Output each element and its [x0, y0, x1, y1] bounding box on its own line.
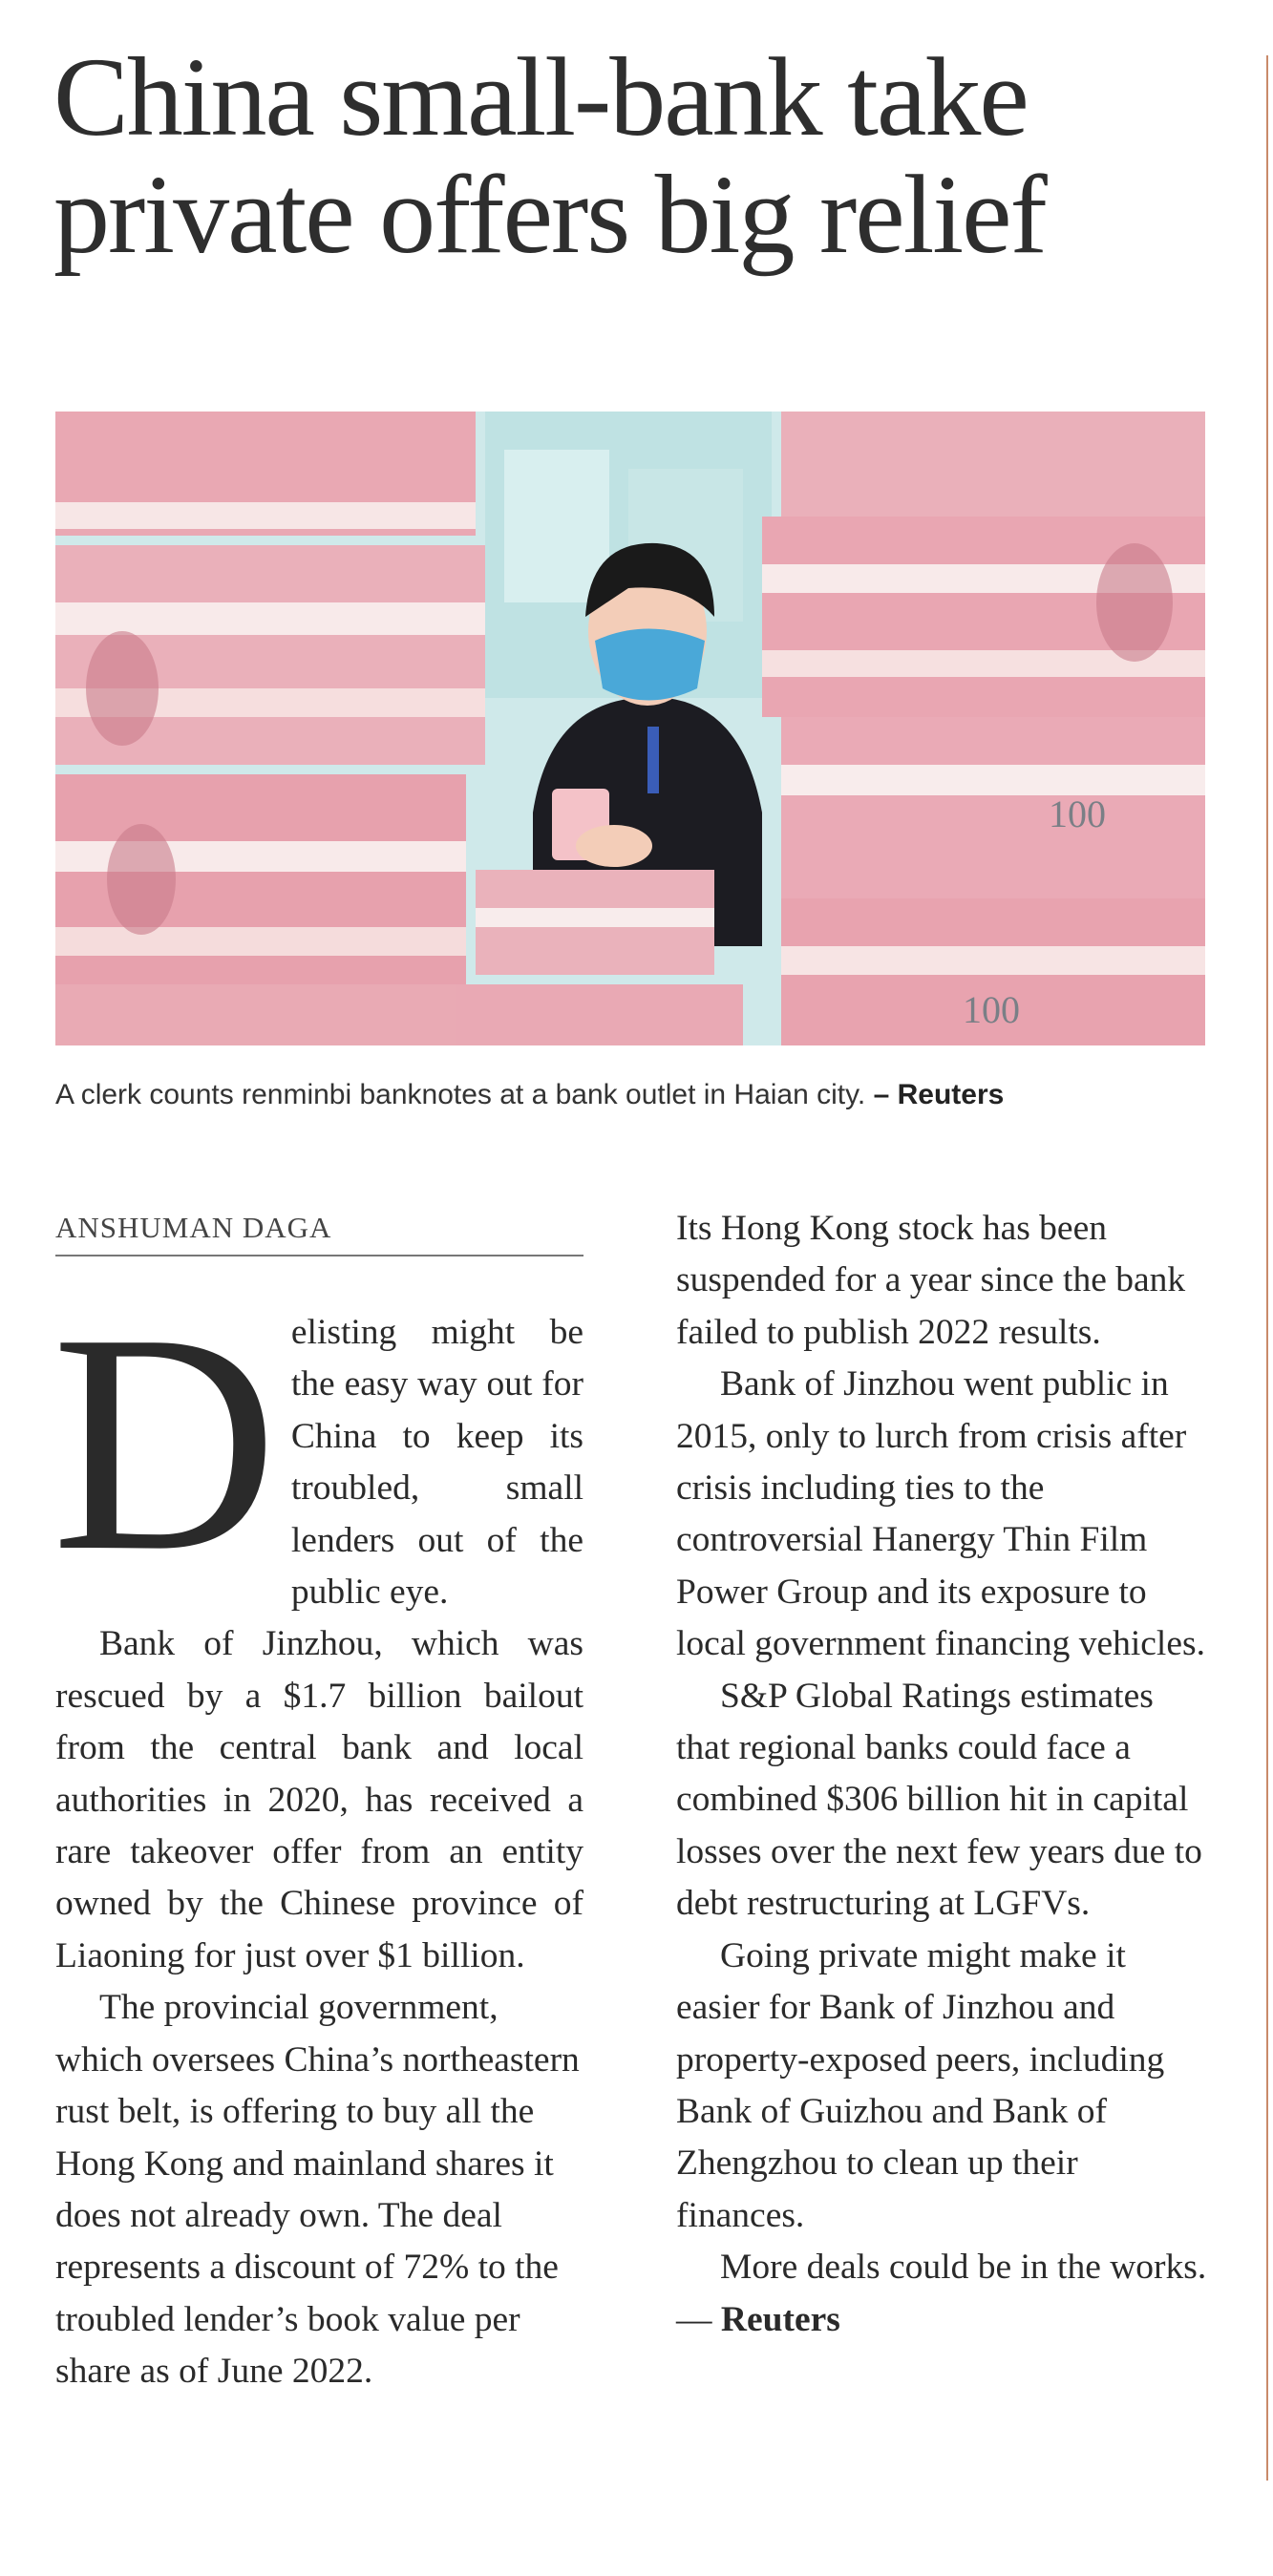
paragraph-8-text: More deals could be in the works. — [676, 2248, 1207, 2339]
column-rule [1266, 55, 1268, 2481]
headline: China small-bank take private offers big relief [53, 34, 1046, 277]
paragraph-1-text: elisting might be the easy way out for China to keep its troubled, small lenders out of the public eye. [290, 1313, 583, 1613]
byline: ANSHUMAN DAGA [55, 1211, 583, 1256]
paragraph-8 [676, 2242, 1211, 2346]
paragraph-7: Going private might make it easier for Bank of Jinzhou and property-exposed peers, including Bank of Guizhou and Bank of Zhengzhou to clean up their finances. [676, 1935, 1165, 2235]
paragraph-5: Bank of Jinzhou went public in 2015, only to lurch from crisis after crisis including ties to the controversial Hanergy Thin Film Power Group and its exposure to local government financing vehicles. [676, 1364, 1205, 1664]
svg-text:100: 100 [1049, 792, 1106, 835]
paragraph-2: Bank of Jinzhou, which was rescued by a $1.7 billion bailout from the central bank and local authorities in 2020, has received a rare takeover offer from an entity owned by the Chinese province of Liaoning for just over $1 billion. [55, 1624, 583, 1975]
caption-text: A clerk counts renminbi banknotes at a bank outlet in Haian city. [55, 1079, 866, 1110]
paragraph-1 [52, 1269, 583, 1618]
paragraph-6: S&P Global Ratings estimates that regional banks could face a combined $306 billion hit in capital losses over the next few years due to debt restructuring at LGFVs. [676, 1676, 1202, 1924]
signoff: Reuters [720, 2299, 840, 2339]
photo-caption [55, 1079, 1211, 1111]
article-column-1 [52, 1269, 583, 2398]
drop-cap: D [52, 1269, 278, 1615]
svg-text:100: 100 [963, 988, 1020, 1031]
article-photo [55, 412, 1205, 1045]
paragraph-4: Its Hong Kong stock has been suspended for a year since the bank failed to publish 2022 results. [676, 1209, 1186, 1352]
paragraph-3: The provincial government, which oversees China’s northeastern rust belt, is offering to buy all the Hong Kong and mainland shares it does not already own. The deal represents a discount of 72% to the troubled lender’s book value per share as of June 2022. [55, 1988, 580, 2392]
article-column-2 [676, 1203, 1211, 2346]
caption-credit: – Reuters [873, 1079, 1005, 1110]
